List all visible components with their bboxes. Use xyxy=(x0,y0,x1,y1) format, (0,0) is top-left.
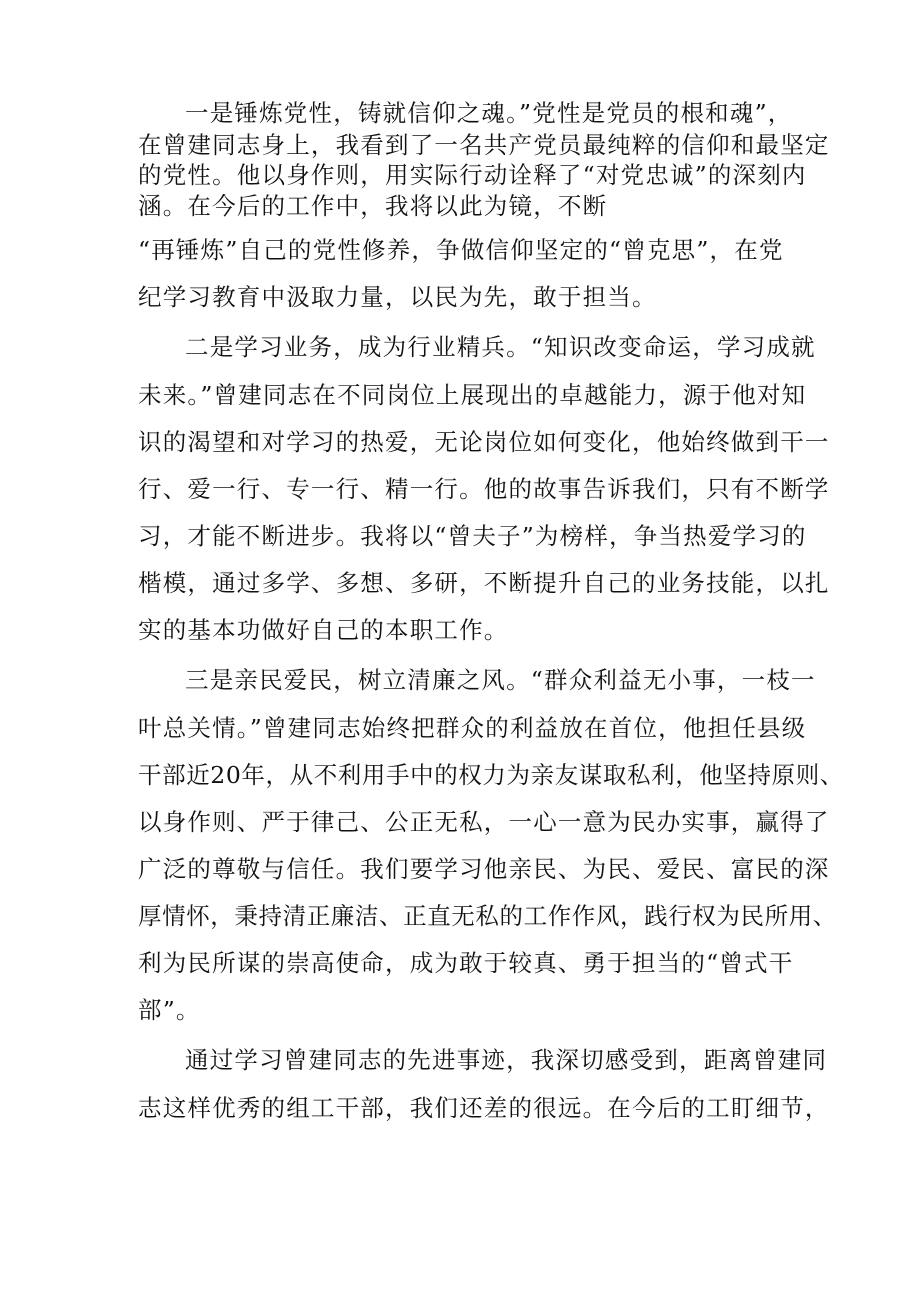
text-line: 一是锤炼党性，铸就信仰之魂。”党性是党员的根和魂”， xyxy=(185,99,793,127)
text-line: 在曾建同志身上，我看到了一名共产党员最纯粹的信仰和最坚定 xyxy=(138,131,830,159)
text-line: “再锤炼”自己的党性修养，争做信仰坚定的“曾克思”，在党 xyxy=(138,236,784,264)
text-line: 叶总关情。”曾建同志始终把群众的利益放在首位，他担任县级 xyxy=(138,714,807,742)
text-line: 识的渴望和对学习的热爱，无论岗位如何变化，他始终做到干一 xyxy=(138,428,830,456)
text-line: 部”。 xyxy=(138,996,201,1024)
text-line: 未来。”曾建同志在不同岗位上展现出的卓越能力，源于他对知 xyxy=(138,381,807,409)
text-line: 志这样优秀的组工干部，我们还差的很远。在今后的工盯细节， xyxy=(138,1094,830,1122)
text-line: 楷模，通过多学、多想、多研，不断提升自己的业务技能，以扎 xyxy=(138,569,830,597)
text-line: 以身作则、严于律己、公正无私，一心一意为民办实事，赢得了 xyxy=(138,808,830,836)
text-line: 纪学习教育中汲取力量，以民为先，敢于担当。 xyxy=(138,283,657,311)
text-line: 二是学习业务，成为行业精兵。“知识改变命运，学习成就 xyxy=(185,333,816,361)
text-line: 行、爱一行、专一行、精一行。他的故事告诉我们，只有不断学 xyxy=(138,475,830,503)
text-line: 厚情怀，秉持清正廉洁、正直无私的工作作风，践行权为民所用、 xyxy=(138,902,837,930)
text-line: 实的基本功做好自己的本职工作。 xyxy=(138,616,509,644)
text-line: 广泛的尊敬与信任。我们要学习他亲民、为民、爱民、富民的深 xyxy=(138,855,830,883)
text-line: 的党性。他以身作则，用实际行动诠释了“对党忠诚”的深刻内 xyxy=(138,161,807,189)
text-line: 习，才能不断进步。我将以“曾夫子”为榜样，争当热爱学习的 xyxy=(138,522,807,550)
text-line: 利为民所谋的崇高使命，成为敢于较真、勇于担当的“曾式干 xyxy=(138,949,794,977)
text-line: 通过学习曾建同志的先进事迹，我深切感受到，距离曾建同 xyxy=(185,1046,828,1074)
text-line: 涵。在今后的工作中，我将以此为镜，不断 xyxy=(138,192,608,220)
text-line: 干部近20年，从不利用手中的权力为亲友谋取私利，他坚持原则、 xyxy=(138,761,844,789)
text-line: 三是亲民爱民，树立清廉之风。“群众利益无小事，一枝一 xyxy=(185,666,816,694)
